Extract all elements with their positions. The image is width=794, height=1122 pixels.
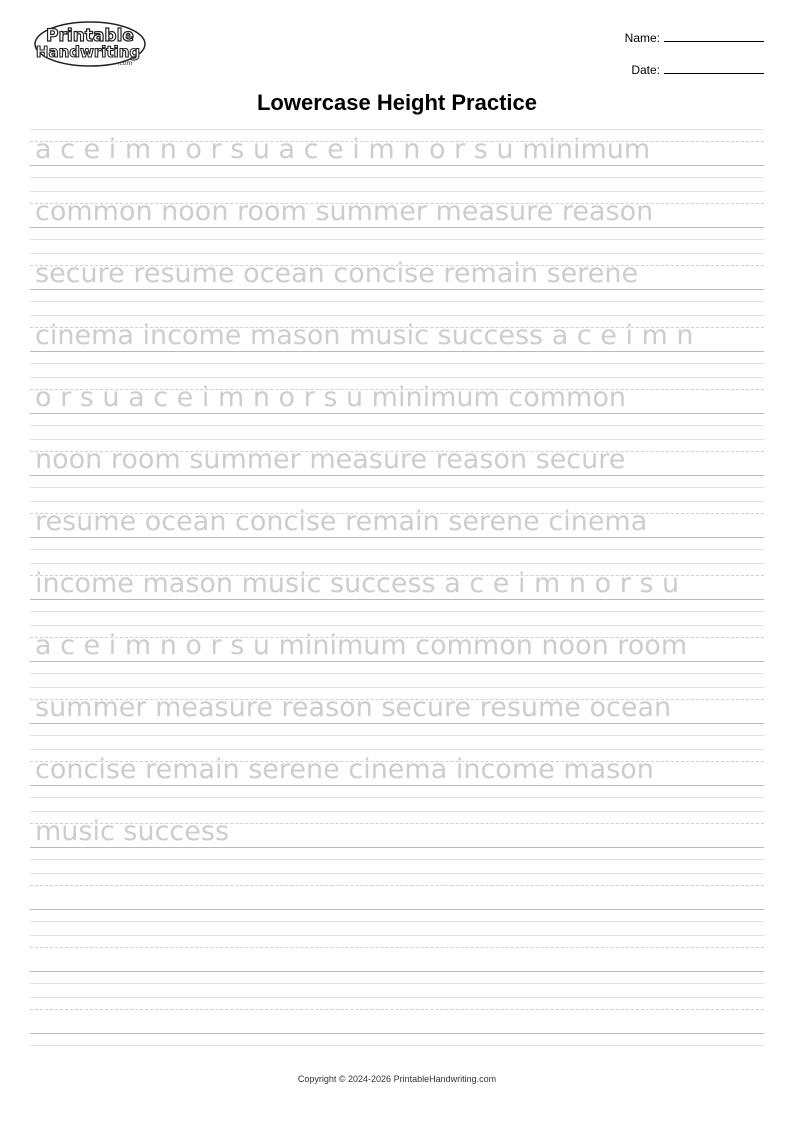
guide-line (30, 687, 764, 688)
practice-row (30, 501, 764, 561)
practice-row (30, 129, 764, 189)
practice-row (30, 377, 764, 437)
practice-row (30, 191, 764, 251)
guide-line (30, 549, 764, 550)
guide-line (30, 797, 764, 798)
trace-text: music success (35, 816, 230, 847)
guide-line (30, 487, 764, 488)
guide-line (30, 735, 764, 736)
practice-row (30, 873, 764, 933)
guide-line (30, 873, 764, 874)
guide-line (30, 921, 764, 922)
practice-row (30, 749, 764, 809)
guide-line (30, 439, 764, 440)
logo-line2: Handwriting (35, 43, 141, 61)
guide-line (30, 301, 764, 302)
practice-row (30, 253, 764, 313)
guide-line (30, 625, 764, 626)
guide-line (30, 501, 764, 502)
guide-line (30, 253, 764, 254)
guide-line (30, 315, 764, 316)
practice-row (30, 315, 764, 375)
guide-line (30, 1045, 764, 1046)
guide-line (30, 563, 764, 564)
page-title: Lowercase Height Practice (256, 90, 537, 115)
guide-line (30, 1033, 764, 1034)
guide-line (30, 239, 764, 240)
guide-line (30, 935, 764, 936)
guide-line (30, 909, 764, 910)
trace-text: a c e i m n o r s u minimum common noon room (35, 630, 688, 661)
guide-line (30, 611, 764, 612)
guide-line (30, 1009, 764, 1010)
practice-row (30, 439, 764, 499)
logo-suffix: .com (117, 60, 133, 67)
trace-text: a c e i m n o r s u a c e i m n o r s u minimum (35, 134, 651, 165)
practice-sheet (30, 0, 764, 1122)
guide-line (30, 749, 764, 750)
practice-row (30, 811, 764, 871)
practice-row (30, 625, 764, 685)
date-label: Date: (631, 63, 660, 77)
trace-text: secure resume ocean concise remain serene (35, 258, 639, 289)
trace-text: summer measure reason secure resume ocean (35, 692, 672, 723)
guide-line (30, 947, 764, 948)
trace-text: o r s u a c e i m n o r s u minimum common (35, 382, 626, 413)
guide-line (30, 673, 764, 674)
trace-text: concise remain serene cinema income mason (35, 754, 654, 785)
practice-row (30, 997, 764, 1057)
practice-row (30, 563, 764, 623)
guide-line (30, 177, 764, 178)
guide-line (30, 997, 764, 998)
guide-line (30, 971, 764, 972)
practice-row (30, 935, 764, 995)
guide-line (30, 811, 764, 812)
guide-line (30, 885, 764, 886)
trace-text: common noon room summer measure reason (35, 196, 654, 227)
guide-line (30, 859, 764, 860)
guide-line (30, 377, 764, 378)
guide-line (30, 363, 764, 364)
trace-text: resume ocean concise remain serene cinema (35, 506, 648, 537)
guide-line (30, 983, 764, 984)
copyright-footer: Copyright © 2024-2026 PrintableHandwriting.com (297, 1074, 497, 1084)
guide-line (30, 191, 764, 192)
logo-line1: Printable (46, 26, 134, 46)
name-label: Name: (624, 31, 660, 45)
guide-line (30, 425, 764, 426)
trace-text: cinema income mason music success a c e i m n (35, 320, 694, 351)
guide-line (30, 129, 764, 130)
trace-text: noon room summer measure reason secure (35, 444, 626, 475)
trace-text: income mason music success a c e i m n o r s u (35, 568, 680, 599)
practice-row (30, 687, 764, 747)
